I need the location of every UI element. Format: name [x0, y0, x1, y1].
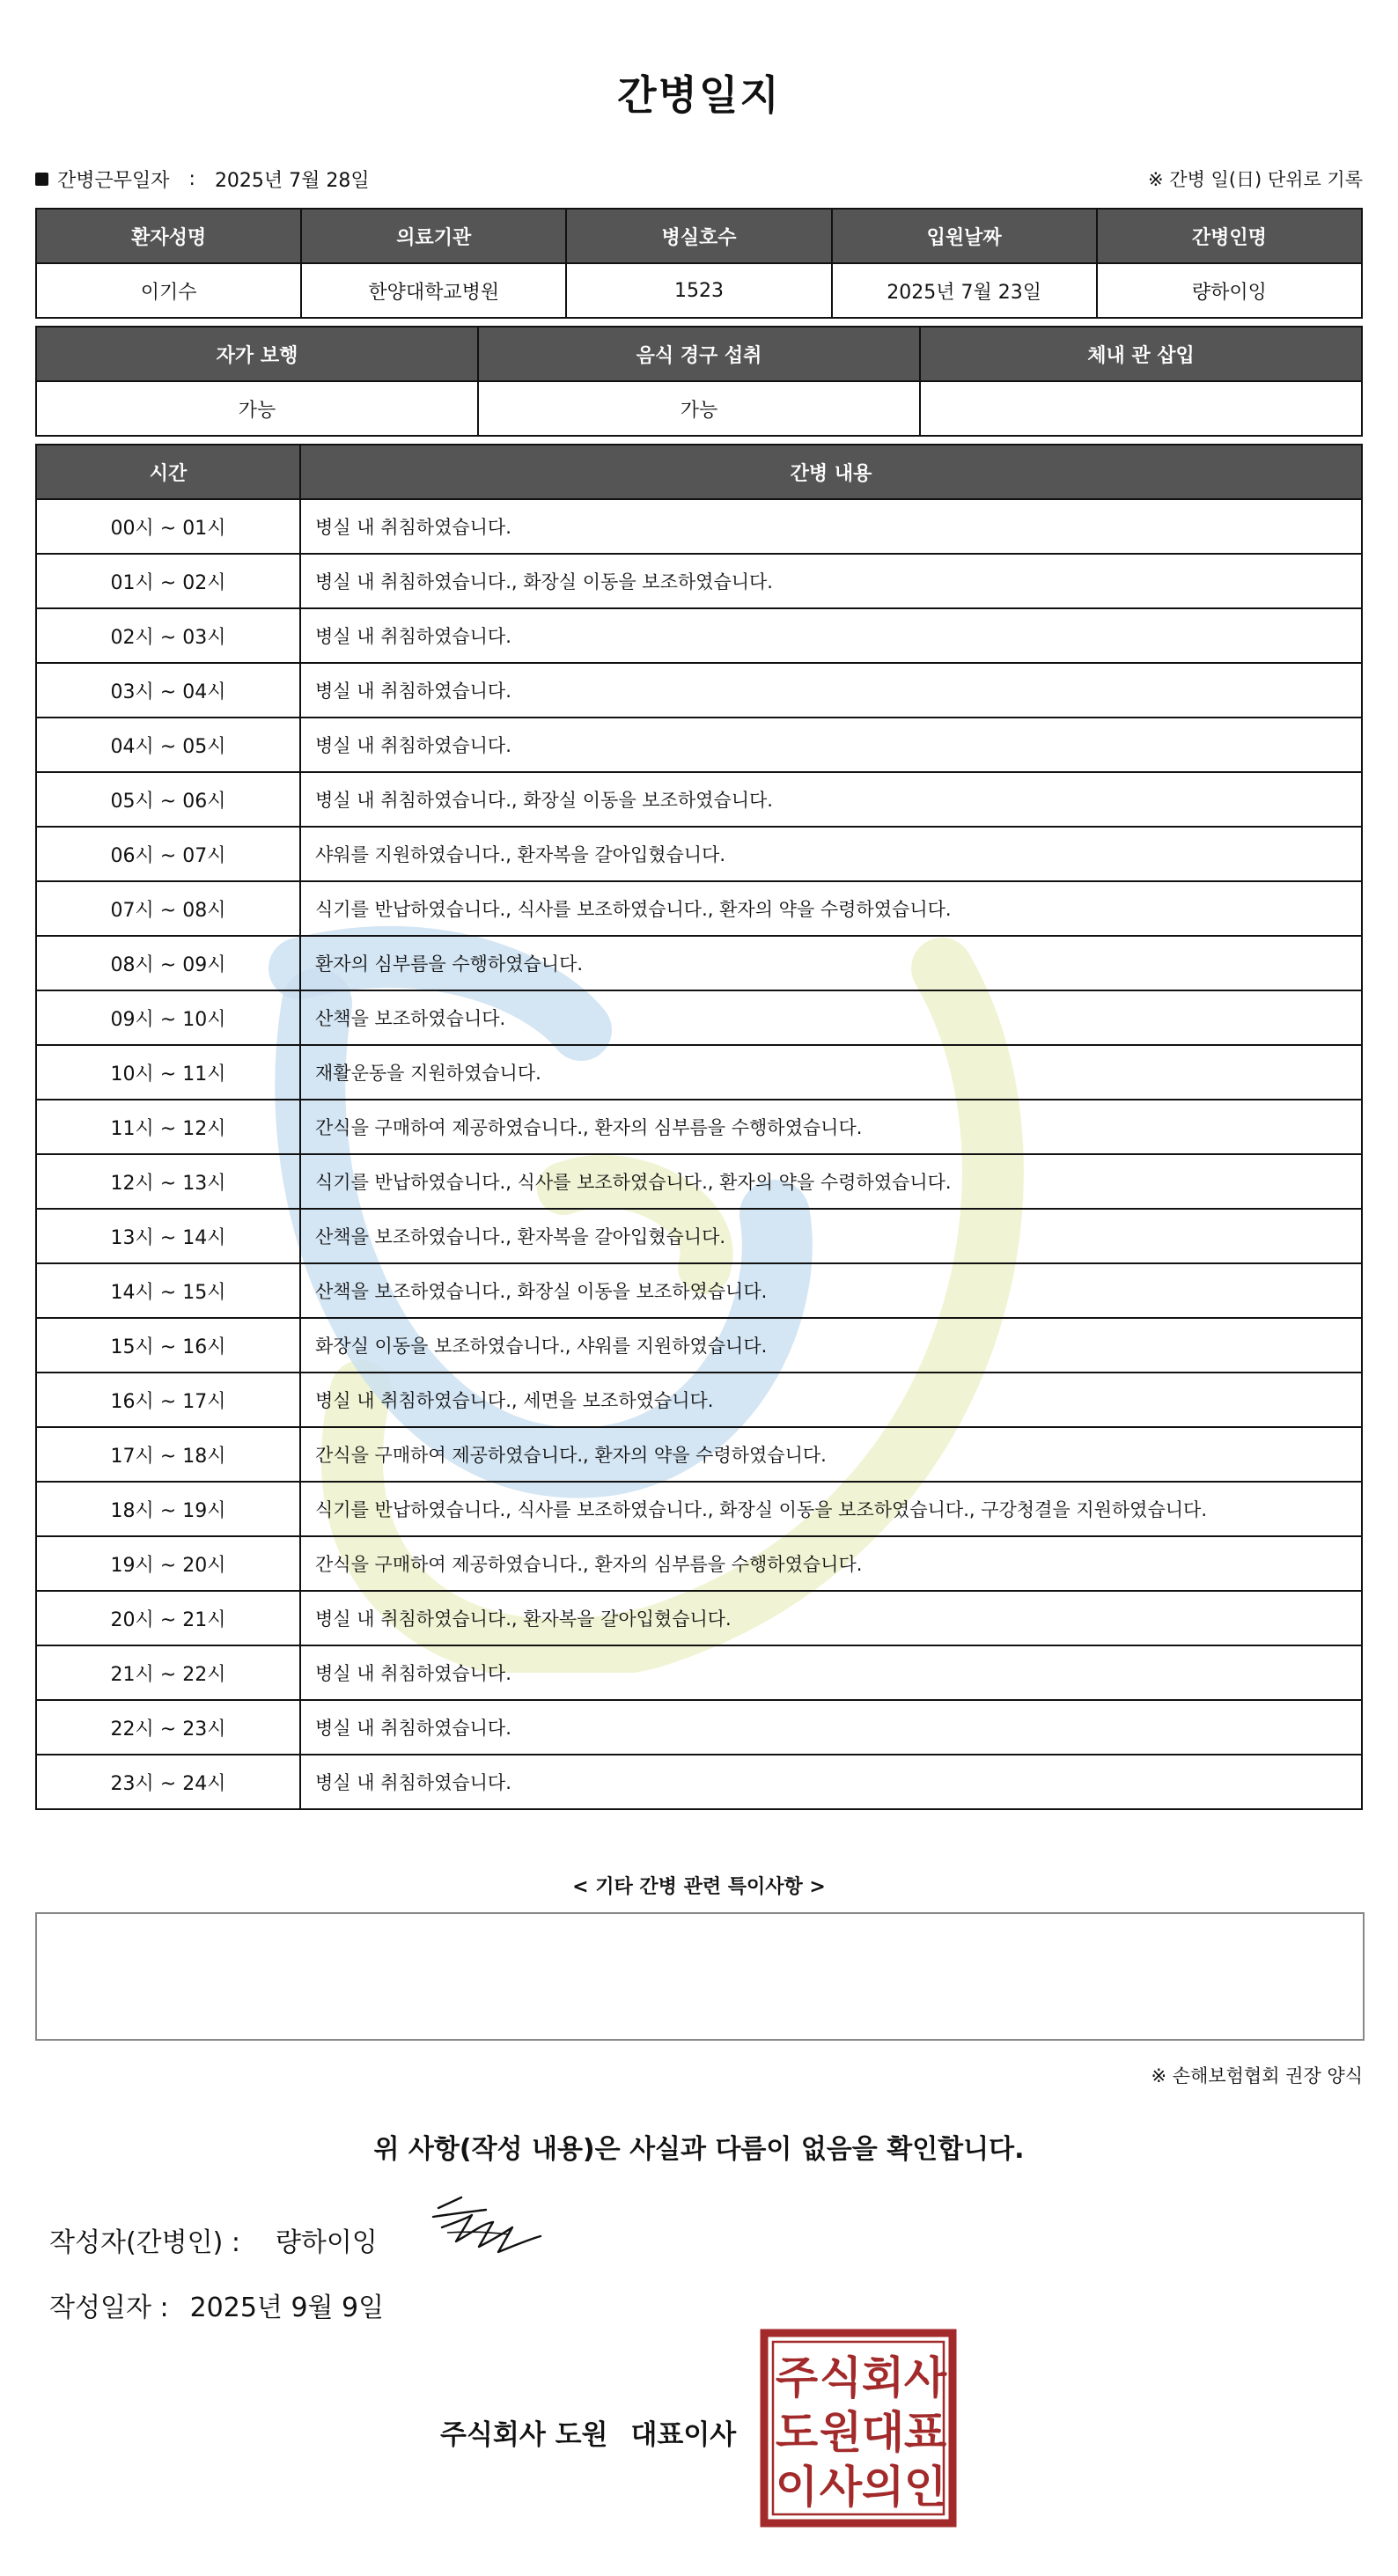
care-log-body [36, 499, 1362, 1809]
care-log-table [35, 444, 1363, 1810]
page-title: 간병일지 [617, 71, 781, 119]
time-slot-cell: 09시 ~ 10시 [36, 990, 300, 1045]
svg-text:대: 대 [861, 2407, 905, 2458]
company-name: 주식회사 도원 [440, 2419, 608, 2451]
table-row [36, 827, 1362, 881]
care-content-cell: 식기를 반납하였습니다., 식사를 보조하였습니다., 화장실 이동을 보조하였습니다., 구강청결을 지원하였습니다. [300, 1482, 1362, 1536]
care-content-cell: 간식을 구매하여 제공하였습니다., 환자의 심부름을 수행하였습니다. [300, 1100, 1362, 1154]
time-slot-cell: 21시 ~ 22시 [36, 1645, 300, 1700]
patient-info-value-row [36, 263, 1362, 318]
svg-text:도: 도 [775, 2407, 819, 2458]
company-role: 대표이사 [630, 2419, 737, 2451]
time-slot-cell: 07시 ~ 08시 [36, 881, 300, 936]
table-row [36, 1154, 1362, 1209]
care-content-cell: 병실 내 취침하였습니다. [300, 1700, 1362, 1755]
svg-text:이: 이 [775, 2462, 819, 2513]
svg-text:원: 원 [819, 2407, 863, 2458]
svg-text:사: 사 [819, 2462, 863, 2513]
table-row [36, 1591, 1362, 1645]
value-tube-insertion [920, 381, 1362, 436]
time-slot-cell: 04시 ~ 05시 [36, 718, 300, 772]
care-log-header-row [36, 445, 1362, 499]
care-content-cell: 병실 내 취침하였습니다., 화장실 이동을 보조하였습니다. [300, 772, 1362, 827]
care-content-cell: 병실 내 취침하였습니다. [300, 1755, 1362, 1809]
writer-line [49, 2220, 378, 2259]
svg-text:표: 표 [903, 2407, 947, 2458]
value-room-number: 1523 [566, 263, 831, 318]
care-content-cell: 샤워를 지원하였습니다., 환자복을 갈아입혔습니다. [300, 827, 1362, 881]
work-date-label: 간병근무일자 [57, 170, 170, 192]
time-slot-cell: 08시 ~ 09시 [36, 936, 300, 990]
value-oral-intake: 가능 [478, 381, 920, 436]
form-note: ※ 손해보험협회 권장 양식 [1151, 2065, 1363, 2087]
header-admission-date: 입원날짜 [832, 209, 1097, 263]
time-slot-cell: 17시 ~ 18시 [36, 1427, 300, 1482]
svg-text:의: 의 [861, 2462, 905, 2513]
care-content-cell: 병실 내 취침하였습니다. [300, 1645, 1362, 1700]
care-content-cell: 산책을 보조하였습니다. [300, 990, 1362, 1045]
patient-condition-value-row [36, 381, 1362, 436]
writer-name: 량하이잉 [275, 2227, 378, 2258]
table-row [36, 1482, 1362, 1536]
work-date-value: 2025년 7월 28일 [214, 170, 370, 192]
svg-text:주: 주 [775, 2352, 819, 2403]
time-slot-cell: 14시 ~ 15시 [36, 1263, 300, 1318]
care-content-cell: 병실 내 취침하였습니다. [300, 608, 1362, 663]
table-row [36, 1318, 1362, 1373]
header-self-walking: 자가 보행 [36, 327, 478, 381]
table-row [36, 1427, 1362, 1482]
time-slot-cell: 10시 ~ 11시 [36, 1045, 300, 1100]
care-content-cell: 병실 내 취침하였습니다. [300, 663, 1362, 718]
remarks-title: < 기타 간병 관련 특이사항 > [572, 1876, 826, 1898]
table-row [36, 990, 1362, 1045]
svg-text:사: 사 [903, 2352, 947, 2403]
value-hospital: 한양대학교병원 [301, 263, 566, 318]
svg-text:회: 회 [861, 2352, 905, 2403]
svg-text:식: 식 [819, 2352, 863, 2403]
header-care-content: 간병 내용 [300, 445, 1362, 499]
table-row [36, 1209, 1362, 1263]
table-row [36, 554, 1362, 608]
svg-text:인: 인 [903, 2462, 947, 2513]
care-content-cell: 병실 내 취침하였습니다. [300, 718, 1362, 772]
table-row [36, 1536, 1362, 1591]
time-slot-cell: 03시 ~ 04시 [36, 663, 300, 718]
table-row [36, 499, 1362, 554]
header-patient-name: 환자성명 [36, 209, 301, 263]
work-date-line [35, 166, 370, 193]
patient-info-header-row [36, 209, 1362, 263]
value-self-walking: 가능 [36, 381, 478, 436]
table-row [36, 1700, 1362, 1755]
value-admission-date: 2025년 7월 23일 [832, 263, 1097, 318]
table-row [36, 881, 1362, 936]
value-patient-name: 이기수 [36, 263, 301, 318]
patient-info-table [35, 208, 1363, 319]
written-date-line [49, 2285, 384, 2324]
signature-image [421, 2189, 553, 2268]
remarks-box [35, 1912, 1365, 2041]
writer-label: 작성자(간병인) : [49, 2227, 240, 2258]
table-row [36, 608, 1362, 663]
care-content-cell: 병실 내 취침하였습니다., 환자복을 갈아입혔습니다. [300, 1591, 1362, 1645]
patient-condition-header-row [36, 327, 1362, 381]
care-content-cell: 산책을 보조하였습니다., 화장실 이동을 보조하였습니다. [300, 1263, 1362, 1318]
header-room-number: 병실호수 [566, 209, 831, 263]
time-slot-cell: 22시 ~ 23시 [36, 1700, 300, 1755]
care-content-cell: 식기를 반납하였습니다., 식사를 보조하였습니다., 환자의 약을 수령하였습니다. [300, 881, 1362, 936]
time-slot-cell: 06시 ~ 07시 [36, 827, 300, 881]
company-seal-stamp [759, 2328, 958, 2528]
time-slot-cell: 15시 ~ 16시 [36, 1318, 300, 1373]
header-tube-insertion: 체내 관 삽입 [920, 327, 1362, 381]
care-content-cell: 병실 내 취침하였습니다. [300, 499, 1362, 554]
time-slot-cell: 13시 ~ 14시 [36, 1209, 300, 1263]
care-content-cell: 화장실 이동을 보조하였습니다., 샤워를 지원하였습니다. [300, 1318, 1362, 1373]
care-content-cell: 병실 내 취침하였습니다., 세면을 보조하였습니다. [300, 1373, 1362, 1427]
care-content-cell: 식기를 반납하였습니다., 식사를 보조하였습니다., 환자의 약을 수령하였습니다. [300, 1154, 1362, 1209]
time-slot-cell: 00시 ~ 01시 [36, 499, 300, 554]
value-caregiver-name: 량하이잉 [1097, 263, 1362, 318]
time-slot-cell: 16시 ~ 17시 [36, 1373, 300, 1427]
confirmation-statement: 위 사항(작성 내용)은 사실과 다름이 없음을 확인합니다. [373, 2134, 1025, 2165]
header-hospital: 의료기관 [301, 209, 566, 263]
care-content-cell: 병실 내 취침하였습니다., 화장실 이동을 보조하였습니다. [300, 554, 1362, 608]
header-oral-intake: 음식 경구 섭취 [478, 327, 920, 381]
table-row [36, 1645, 1362, 1700]
table-row [36, 1263, 1362, 1318]
care-content-cell: 간식을 구매하여 제공하였습니다., 환자의 약을 수령하였습니다. [300, 1427, 1362, 1482]
table-row [36, 1373, 1362, 1427]
time-slot-cell: 11시 ~ 12시 [36, 1100, 300, 1154]
square-bullet-icon [35, 173, 48, 186]
time-slot-cell: 18시 ~ 19시 [36, 1482, 300, 1536]
time-slot-cell: 12시 ~ 13시 [36, 1154, 300, 1209]
time-slot-cell: 19시 ~ 20시 [36, 1536, 300, 1591]
time-slot-cell: 05시 ~ 06시 [36, 772, 300, 827]
care-content-cell: 환자의 심부름을 수행하였습니다. [300, 936, 1362, 990]
label-separator: : [188, 168, 195, 190]
patient-condition-table [35, 326, 1363, 437]
care-content-cell: 간식을 구매하여 제공하였습니다., 환자의 심부름을 수행하였습니다. [300, 1536, 1362, 1591]
table-row [36, 1045, 1362, 1100]
table-row [36, 772, 1362, 827]
time-slot-cell: 23시 ~ 24시 [36, 1755, 300, 1809]
header-caregiver-name: 간병인명 [1097, 209, 1362, 263]
time-slot-cell: 02시 ~ 03시 [36, 608, 300, 663]
time-slot-cell: 01시 ~ 02시 [36, 554, 300, 608]
care-content-cell: 재활운동을 지원하였습니다. [300, 1045, 1362, 1100]
written-date-value: 2025년 9월 9일 [189, 2293, 385, 2323]
time-slot-cell: 20시 ~ 21시 [36, 1591, 300, 1645]
care-content-cell: 산책을 보조하였습니다., 환자복을 갈아입혔습니다. [300, 1209, 1362, 1263]
table-row [36, 1100, 1362, 1154]
written-date-label: 작성일자 : [49, 2293, 169, 2323]
unit-note: ※ 간병 일(日) 단위로 기록 [1148, 169, 1363, 190]
table-row [36, 936, 1362, 990]
company-signoff [440, 2412, 736, 2452]
table-row [36, 718, 1362, 772]
header-time: 시간 [36, 445, 300, 499]
table-row [36, 663, 1362, 718]
table-row [36, 1755, 1362, 1809]
